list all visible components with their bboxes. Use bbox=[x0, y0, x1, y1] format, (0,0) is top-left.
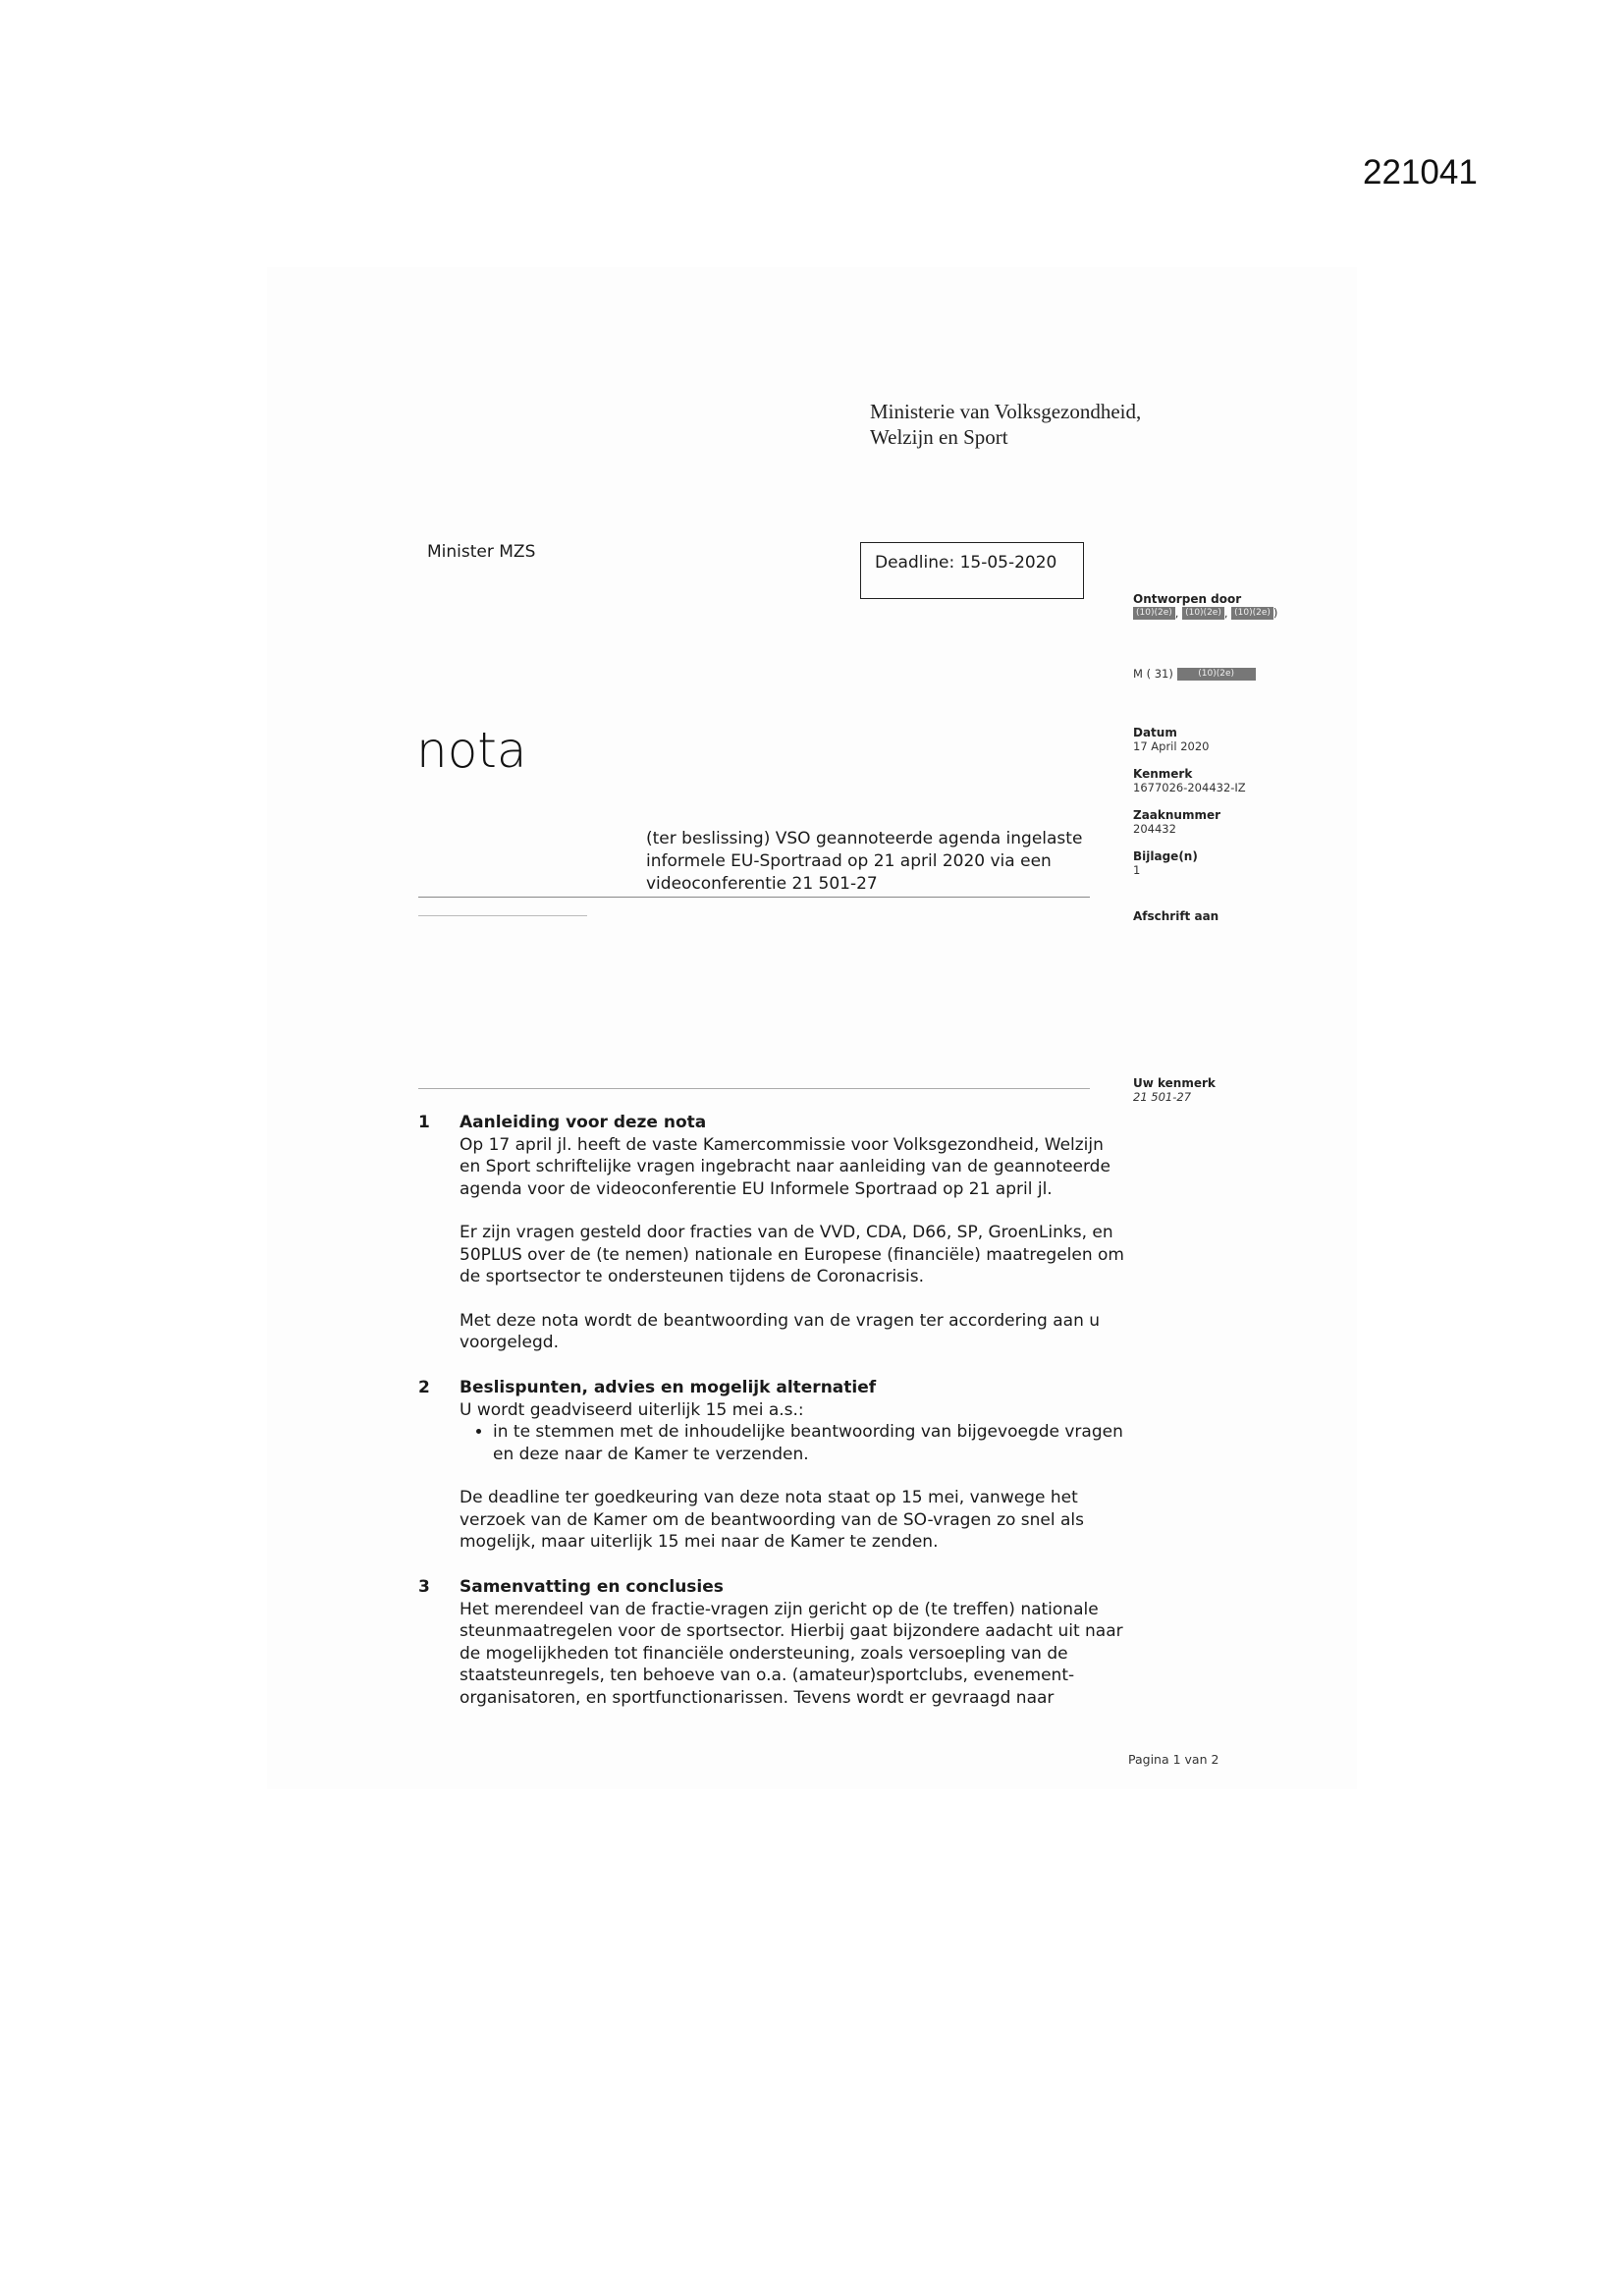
paragraph: Op 17 april jl. heeft de vaste Kamercommissie voor Volksgezondheid, Welzijn en Sport schriftelijke vragen ingebracht naar aanleiding van de geannoteerde agenda voor de videoconferentie EU Informele Sportraad op 21 april jl. bbox=[460, 1134, 1110, 1199]
redaction-box: (10)(2e) bbox=[1133, 607, 1175, 620]
section-heading: Beslispunten, advies en mogelijk alternatief bbox=[460, 1378, 877, 1397]
document-type-title: nota bbox=[416, 722, 527, 779]
case-number-label: Zaaknummer bbox=[1133, 808, 1221, 822]
date-block bbox=[1133, 726, 1329, 753]
page-footer: Pagina 1 van 2 bbox=[1128, 1752, 1219, 1767]
date-value: 17 April 2020 bbox=[1133, 739, 1210, 753]
subject-divider bbox=[418, 897, 1090, 898]
deadline-text: Deadline: 15-05-2020 bbox=[875, 553, 1057, 573]
ministry-logo-text bbox=[870, 399, 1141, 450]
ministry-line-1: Ministerie van Volksgezondheid, bbox=[870, 400, 1142, 423]
your-reference-label: Uw kenmerk bbox=[1133, 1076, 1216, 1090]
section-heading: Samenvatting en conclusies bbox=[460, 1577, 724, 1597]
designed-by-value: (10)(2e) , (10)(2e) , (10)(2e) ) bbox=[1133, 606, 1329, 620]
your-reference-block bbox=[1133, 1076, 1329, 1104]
section-2 bbox=[418, 1377, 1125, 1575]
addressee: Minister MZS bbox=[427, 542, 536, 562]
ministry-line-2: Welzijn en Sport bbox=[870, 425, 1008, 449]
attachments-block bbox=[1133, 849, 1329, 877]
section-1 bbox=[418, 1112, 1125, 1376]
reference-block bbox=[1133, 767, 1329, 794]
short-divider bbox=[418, 915, 587, 916]
case-number-value: 204432 bbox=[1133, 822, 1176, 836]
intro-text: U wordt geadviseerd uiterlijk 15 mei a.s.: bbox=[460, 1399, 804, 1420]
section-number: 3 bbox=[418, 1577, 430, 1597]
section-number: 2 bbox=[418, 1378, 430, 1397]
copy-to-label: Afschrift aan bbox=[1133, 909, 1219, 923]
section-heading: Aanleiding voor deze nota bbox=[460, 1113, 707, 1132]
attachments-label: Bijlage(n) bbox=[1133, 849, 1198, 863]
phone-prefix: M ( 31) bbox=[1133, 667, 1173, 681]
deadline-box bbox=[860, 542, 1084, 599]
copy-to-block bbox=[1133, 909, 1329, 923]
phone-block bbox=[1133, 667, 1329, 681]
paragraph: Het merendeel van de fractie-vragen zijn gericht op de (te treffen) nationale steunmaatregelen voor de sportsector. Hierbij gaat bijzondere aadacht uit naar de mogelijkheden tot financiële ondersteuning, zoals versoepling van de staatsteunregels, ten behoeve van o.a. (amateur)sportclubs, evenement-organisatoren, en sportfunctionarissen. Tevens wordt er gevraagd naar bbox=[460, 1599, 1123, 1708]
section-number: 1 bbox=[418, 1113, 430, 1132]
redaction-box: (10)(2e) bbox=[1182, 607, 1224, 620]
designed-by-label: Ontworpen door bbox=[1133, 592, 1242, 606]
attachments-value: 1 bbox=[1133, 863, 1141, 877]
reference-label: Kenmerk bbox=[1133, 767, 1193, 781]
paragraph: Er zijn vragen gesteld door fracties van de VVD, CDA, D66, SP, GroenLinks, en 50PLUS over de (te nemen) nationale en Europese (financiële) maatregelen om de sportsector te ondersteunen tijdens de Coronacrisis. bbox=[460, 1223, 1124, 1286]
paragraph: De deadline ter goedkeuring van deze nota staat op 15 mei, vanwege het verzoek van de Kamer om de beantwoording van de SO-vragen zo snel als mogelijk, maar uiterlijk 15 mei naar de Kamer te zenden. bbox=[460, 1488, 1085, 1552]
content-divider bbox=[418, 1088, 1090, 1089]
subject-text: (ter beslissing) VSO geannoteerde agenda ingelaste informele EU-Sportraad op 21 april 2020 via een videoconferentie 21 501-27 bbox=[646, 829, 1083, 894]
your-reference-value: 21 501-27 bbox=[1133, 1090, 1192, 1104]
date-label: Datum bbox=[1133, 726, 1177, 739]
reference-value: 1677026-204432-IZ bbox=[1133, 781, 1246, 794]
bullet-item: • in te stemmen met de inhoudelijke beantwoording van bijgevoegde vragen en deze naar de Kamer te verzenden. bbox=[493, 1421, 1125, 1465]
page-number: 221041 bbox=[1363, 153, 1478, 191]
redaction-box: (10)(2e) bbox=[1231, 607, 1273, 620]
bullet-list bbox=[460, 1421, 1125, 1465]
section-3 bbox=[418, 1576, 1125, 1730]
designed-by-block bbox=[1133, 592, 1329, 620]
redaction-box: (10)(2e) bbox=[1177, 668, 1256, 681]
case-number-block bbox=[1133, 808, 1329, 836]
paragraph: Met deze nota wordt de beantwoording van de vragen ter accordering aan u voorgelegd. bbox=[460, 1310, 1101, 1352]
